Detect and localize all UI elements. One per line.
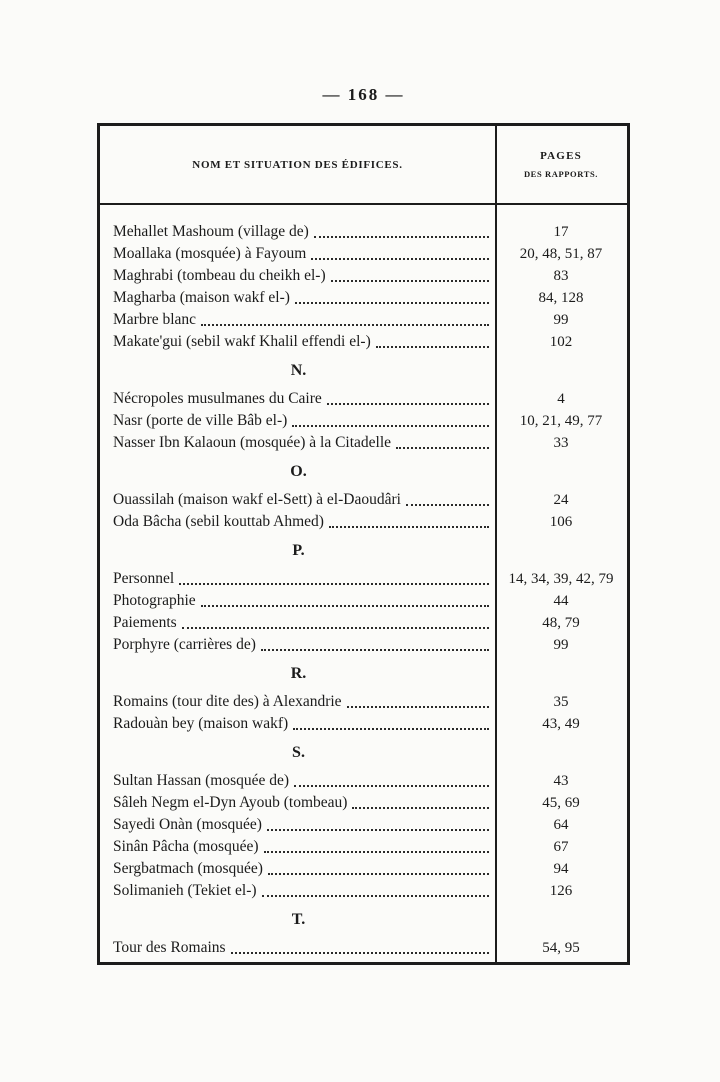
entry-pages: 33 xyxy=(553,435,569,451)
entry-pages: 44 xyxy=(553,593,569,609)
entry-row xyxy=(100,713,627,735)
dot-leader xyxy=(264,851,490,853)
entry-row xyxy=(100,568,627,590)
entry-name: Romains (tour dite des) à Alexandrie xyxy=(113,693,342,710)
dot-leader xyxy=(311,258,489,260)
entry-name: Sâleh Negm el-Dyn Ayoub (tombeau) xyxy=(113,794,348,811)
entry-pages: 17 xyxy=(553,224,569,240)
entry-row xyxy=(100,590,627,612)
entry-pages: 20, 48, 51, 87 xyxy=(519,246,603,262)
entry-pages: 84, 128 xyxy=(538,290,584,306)
entry-name: Radouàn bey (maison wakf) xyxy=(113,715,289,732)
entry-name: Makate'gui (sebil wakf Khalil effendi el-) xyxy=(113,333,371,350)
entry-row xyxy=(100,511,627,533)
entry-name: Marbre blanc xyxy=(113,311,197,328)
entry-row xyxy=(100,836,627,858)
entry-row xyxy=(100,792,627,814)
entry-name: Nasser Ibn Kalaoun (mosquée) à la Citadelle xyxy=(113,434,392,451)
dot-leader xyxy=(352,807,489,809)
entry-pages: 35 xyxy=(553,694,569,710)
entry-row xyxy=(100,309,627,331)
dot-leader xyxy=(294,785,489,787)
entry-name: Oda Bâcha (sebil kouttab Ahmed) xyxy=(113,513,324,530)
entry-row xyxy=(100,331,627,353)
index-table xyxy=(97,123,630,965)
entry-row xyxy=(100,858,627,880)
dot-leader xyxy=(231,952,489,954)
entry-row xyxy=(100,814,627,836)
entry-name: Sayedi Onàn (mosquée) xyxy=(113,816,262,833)
pages-header-line1: PAGES xyxy=(540,150,582,162)
entry-row xyxy=(100,489,627,511)
column-header-pages xyxy=(495,150,627,179)
entry-pages: 4 xyxy=(557,391,565,407)
entry-pages: 102 xyxy=(549,334,573,350)
entry-name: Moallaka (mosquée) à Fayoum xyxy=(113,245,307,262)
entry-name: Sinân Pâcha (mosquée) xyxy=(113,838,259,855)
section-letter: N. xyxy=(290,362,307,379)
entry-row xyxy=(100,287,627,309)
dot-leader xyxy=(396,447,489,449)
entry-pages: 10, 21, 49, 77 xyxy=(519,413,603,429)
dot-leader xyxy=(262,895,489,897)
dot-leader xyxy=(314,236,489,238)
entry-row xyxy=(100,634,627,656)
section-letter: P. xyxy=(292,542,305,559)
entry-pages: 64 xyxy=(553,817,569,833)
entry-name: Nasr (porte de ville Bâb el-) xyxy=(113,412,288,429)
dot-leader xyxy=(201,324,489,326)
entry-pages: 54, 95 xyxy=(542,940,580,956)
entry-pages: 67 xyxy=(553,839,569,855)
entry-row xyxy=(100,612,627,634)
dot-leader xyxy=(293,728,489,730)
table-body xyxy=(100,205,627,959)
entry-name: Solimanieh (Tekiet el-) xyxy=(113,882,257,899)
section-letter: O. xyxy=(290,463,307,480)
table-header xyxy=(100,126,627,205)
dot-leader xyxy=(182,627,489,629)
dot-leader xyxy=(201,605,489,607)
pages-header-line2: DES RAPPORTS. xyxy=(523,169,599,179)
entry-name: Personnel xyxy=(113,570,175,587)
entry-name: Nécropoles musulmanes du Caire xyxy=(113,390,322,407)
entry-name: Tour des Romains xyxy=(113,939,226,956)
entry-pages: 94 xyxy=(553,861,569,877)
entry-name: Porphyre (carrières de) xyxy=(113,636,256,653)
entry-row xyxy=(100,937,627,959)
entry-row xyxy=(100,880,627,902)
entry-pages: 99 xyxy=(553,637,569,653)
entry-pages: 43 xyxy=(553,773,569,789)
entry-pages: 106 xyxy=(549,514,573,530)
entry-row xyxy=(100,221,627,243)
entry-pages: 83 xyxy=(553,268,569,284)
column-divider xyxy=(495,126,497,962)
dot-leader xyxy=(268,873,489,875)
entry-row xyxy=(100,243,627,265)
entry-pages: 43, 49 xyxy=(542,716,580,732)
entry-pages: 45, 69 xyxy=(542,795,580,811)
entry-pages: 24 xyxy=(553,492,569,508)
entry-name: Ouassilah (maison wakf el-Sett) à el-Daoudâri xyxy=(113,491,401,508)
dot-leader xyxy=(292,425,489,427)
entry-row xyxy=(100,265,627,287)
section-letter: T. xyxy=(291,911,306,928)
dot-leader xyxy=(329,526,489,528)
dot-leader xyxy=(295,302,489,304)
section-letter: S. xyxy=(292,744,305,761)
entry-name: Magharba (maison wakf el-) xyxy=(113,289,290,306)
dot-leader xyxy=(347,706,489,708)
dot-leader xyxy=(376,346,489,348)
dot-leader xyxy=(406,504,489,506)
entry-pages: 126 xyxy=(549,883,573,899)
entry-name: Photographie xyxy=(113,592,196,609)
page-number: — 168 — xyxy=(322,85,405,104)
entry-name: Sultan Hassan (mosquée de) xyxy=(113,772,290,789)
column-header-names: NOM ET SITUATION DES ÉDIFICES. xyxy=(192,158,403,171)
entry-row xyxy=(100,388,627,410)
entry-name: Paiements xyxy=(113,614,177,631)
dot-leader xyxy=(327,403,489,405)
entry-pages: 48, 79 xyxy=(542,615,580,631)
entry-row xyxy=(100,770,627,792)
dot-leader xyxy=(267,829,489,831)
entry-row xyxy=(100,432,627,454)
dot-leader xyxy=(179,583,489,585)
section-letter: R. xyxy=(290,665,307,682)
dot-leader xyxy=(331,280,489,282)
entry-name: Sergbatmach (mosquée) xyxy=(113,860,263,877)
entry-pages: 99 xyxy=(553,312,569,328)
dot-leader xyxy=(261,649,489,651)
entry-row xyxy=(100,691,627,713)
entry-row xyxy=(100,410,627,432)
entry-name: Mehallet Mashoum (village de) xyxy=(113,223,309,240)
entry-name: Maghrabi (tombeau du cheikh el-) xyxy=(113,267,326,284)
entry-pages: 14, 34, 39, 42, 79 xyxy=(508,571,614,587)
